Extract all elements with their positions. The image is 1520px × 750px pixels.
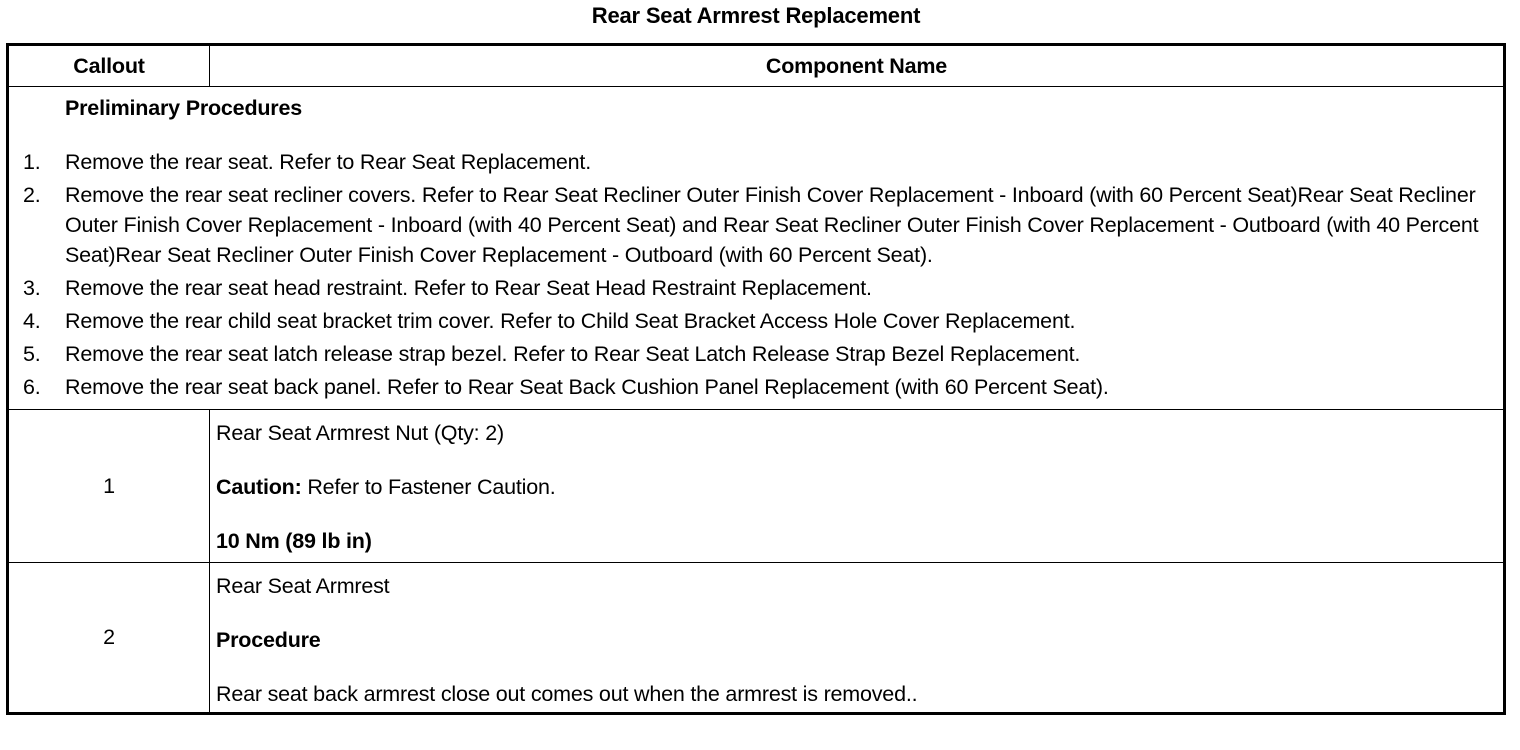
- step-text: Remove the rear seat head restraint. Refer to Rear Seat Head Restraint Replacement.: [65, 276, 872, 300]
- callout-number: 2: [8, 563, 210, 714]
- procedure-table: [6, 43, 1506, 715]
- callout-column-header: Callout: [8, 45, 210, 87]
- step-text: Remove the rear seat. Refer to Rear Seat Replacement.: [65, 150, 591, 174]
- step-number: 1.: [23, 150, 41, 174]
- preliminary-procedures-row: [8, 87, 1505, 410]
- component-cell: [210, 563, 1505, 714]
- step-text: Remove the rear child seat bracket trim cover. Refer to Child Seat Bracket Access Hole Cover Replacement.: [65, 309, 1076, 333]
- table-row: [8, 563, 1505, 714]
- step-number: 6.: [23, 375, 41, 399]
- component-cell: [210, 410, 1505, 563]
- table-row: [8, 410, 1505, 563]
- preliminary-steps-list: [23, 147, 1493, 402]
- list-item: [23, 273, 1493, 303]
- step-number: 3.: [23, 276, 41, 300]
- list-item: [23, 180, 1493, 270]
- step-text: Remove the rear seat latch release strap bezel. Refer to Rear Seat Latch Release Strap Bezel Replacement.: [65, 342, 1081, 366]
- callout-number: 1: [8, 410, 210, 563]
- step-number: 2.: [23, 183, 41, 207]
- list-item: [23, 372, 1493, 402]
- caution-note: [216, 474, 1497, 500]
- list-item: [23, 147, 1493, 177]
- preliminary-procedures-cell: [8, 87, 1505, 410]
- step-text: Remove the rear seat recliner covers. Refer to Rear Seat Recliner Outer Finish Cover Replacement - Inboard (with 60 Percent Seat)Rear Seat Recliner Outer Finish Cover Replacement - Inboard (with 40 Percent Seat) and Rear Seat Recliner Outer Finish Cover Replacement - Outboard (with 40 Percent Seat)Rear Seat Recliner Outer Finish Cover Replacement - Outboard (with 60 Percent Seat).: [65, 183, 1479, 267]
- preliminary-procedures-heading: Preliminary Procedures: [65, 96, 302, 120]
- step-text: Remove the rear seat back panel. Refer to Rear Seat Back Cushion Panel Replacement (with 60 Percent Seat).: [65, 375, 1109, 399]
- table-header-row: [8, 45, 1505, 87]
- procedure-label: Procedure: [216, 628, 321, 652]
- list-item: [23, 339, 1493, 369]
- torque-spec: 10 Nm (89 lb in): [216, 529, 372, 553]
- component-name: Rear Seat Armrest Nut (Qty: 2): [216, 421, 504, 445]
- step-number: 4.: [23, 309, 41, 333]
- caution-label: Caution:: [216, 475, 302, 499]
- component-name-column-header: Component Name: [210, 45, 1505, 87]
- caution-text: Refer to Fastener Caution.: [301, 475, 556, 499]
- component-name: Rear Seat Armrest: [216, 574, 390, 598]
- procedure-text: Rear seat back armrest close out comes out when the armrest is removed..: [216, 682, 918, 706]
- list-item: [23, 306, 1493, 336]
- step-number: 5.: [23, 342, 41, 366]
- document-title: Rear Seat Armrest Replacement: [591, 3, 921, 28]
